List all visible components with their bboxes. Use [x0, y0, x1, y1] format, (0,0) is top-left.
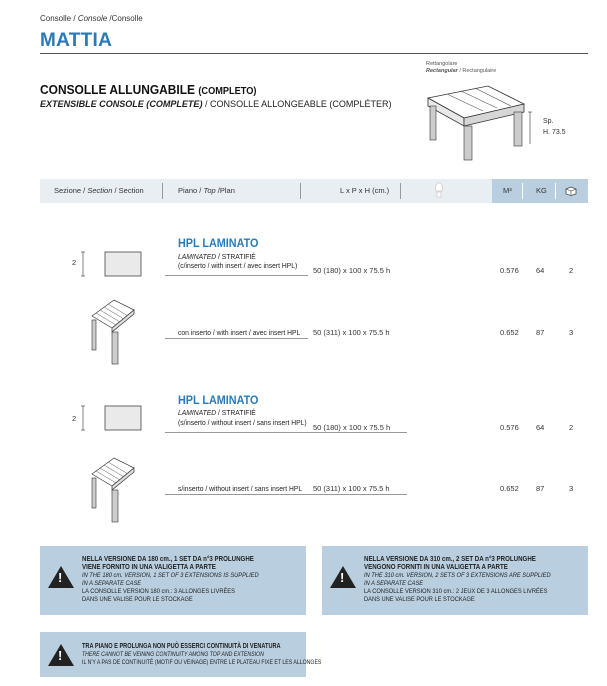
product-insert: (c/inserto / with insert / avec insert HPL) — [178, 261, 298, 270]
title-divider — [40, 53, 588, 54]
product-size: 50 (180) x 100 x 75.5 h — [313, 266, 391, 275]
product-kg: 87 — [536, 328, 545, 337]
section-number: 2 — [72, 258, 77, 267]
note-180-version: ! NELLA VERSIONE DA 180 cm., 1 SET DA n°3 PROLUNGHE VIENE FORNITO IN UNA VALIGETTA A PARTE IN THE 180 cm. VERSION, 1 SET OF 3 EXTENSIONS IS SUPPLIED IN A SEPARATE CASE LA CONSOLLE VERSION 180 cm.: 3 ALLONGES LIVRÉES DANS UNE VALISE POUR LE STOCKAGE — [40, 546, 306, 615]
product-m3: 0.652 — [500, 484, 519, 493]
product-kg: 64 — [536, 423, 545, 432]
product-heading: CONSOLLE ALLUNGABILE (COMPLETO) — [40, 82, 257, 97]
product-insert: con inserto / with insert / avec insert HPL — [178, 328, 301, 337]
product-finish: LAMINATED / STRATIFIÉ — [178, 408, 256, 417]
header-size: L x P x H (cm.) — [340, 186, 390, 195]
product-packages: 2 — [569, 266, 574, 275]
header-m3: M³ — [503, 186, 512, 195]
product-m3: 0.576 — [500, 423, 519, 432]
height-dimension-label: Sp. H. 73.5 — [543, 118, 566, 136]
row-divider — [165, 338, 308, 339]
product-kg: 64 — [536, 266, 545, 275]
product-size: 50 (311) x 100 x 75.5 h — [313, 484, 390, 493]
product-insert: s/inserto / without insert / sans insert HPL — [178, 484, 303, 493]
note-veining: ! TRA PIANO E PROLUNGA NON PUÒ ESSERCI CONTINUITÀ DI VENATURA THERE CANNOT BE VEINING CONTINUITY AMONG TOP AND EXTENSION IL N'Y A PAS DE CONTINUITÉ (MOTIF OU VEINAGE) ENTRE LE PLATEAU FIXE ET LES ALLONGES — [40, 632, 306, 677]
row-divider — [165, 494, 407, 495]
product-kg: 87 — [536, 484, 545, 493]
section-number: 2 — [72, 414, 77, 423]
row-divider — [165, 275, 308, 276]
product-title: HPL LAMINATO — [178, 393, 259, 407]
lamp-icon — [434, 182, 444, 200]
product-finish: LAMINATED / STRATIFIÉ — [178, 252, 256, 261]
row-divider — [165, 432, 407, 433]
header-kg: KG — [536, 186, 547, 195]
product-packages: 3 — [569, 484, 574, 493]
extended-table-drawing — [88, 456, 138, 526]
header-top: Piano / Top /Plan — [178, 186, 235, 195]
product-m3: 0.576 — [500, 266, 519, 275]
product-heading-translations: EXTENSIBLE CONSOLE (COMPLETE) / CONSOLLE ALLONGEABLE (COMPLÉTER) — [40, 99, 392, 110]
header-section: Sezione / Section / Section — [54, 186, 144, 195]
package-icon — [565, 186, 577, 196]
product-packages: 3 — [569, 328, 574, 337]
product-size: 50 (180) x 100 x 75.5 h — [313, 423, 391, 432]
section-drawing — [79, 404, 149, 434]
table-header — [40, 179, 588, 203]
breadcrumb: Consolle / Console /Consolle — [40, 14, 143, 23]
console-table-drawing — [420, 78, 532, 166]
shape-label: Rettangolare Rectangular / Rectangulaire — [426, 61, 497, 74]
product-m3: 0.652 — [500, 328, 519, 337]
product-insert: (s/inserto / without insert / sans insert HPL) — [178, 418, 307, 427]
section-drawing — [79, 250, 149, 280]
note-310-version: ! NELLA VERSIONE DA 310 cm., 2 SET DA n°3 PROLUNGHE VENGONO FORNITI IN UNA VALIGETTA A PARTE IN THE 310 cm. VERSION, 2 SETS OF 3 EXTENSIONS ARE SUPPLIED IN A SEPARATE CASE LA CONSOLLE VERSION 310 cm.: 2 JEUX DE 3 ALLONGES LIVRÉES DANS UNE VALISE POUR LE STOCKAGE — [322, 546, 588, 615]
page-title: MATTIA — [40, 30, 113, 51]
extended-table-drawing — [88, 298, 138, 368]
product-packages: 2 — [569, 423, 574, 432]
product-title: HPL LAMINATO — [178, 236, 259, 250]
product-size: 50 (311) x 100 x 75.5 h — [313, 328, 390, 337]
